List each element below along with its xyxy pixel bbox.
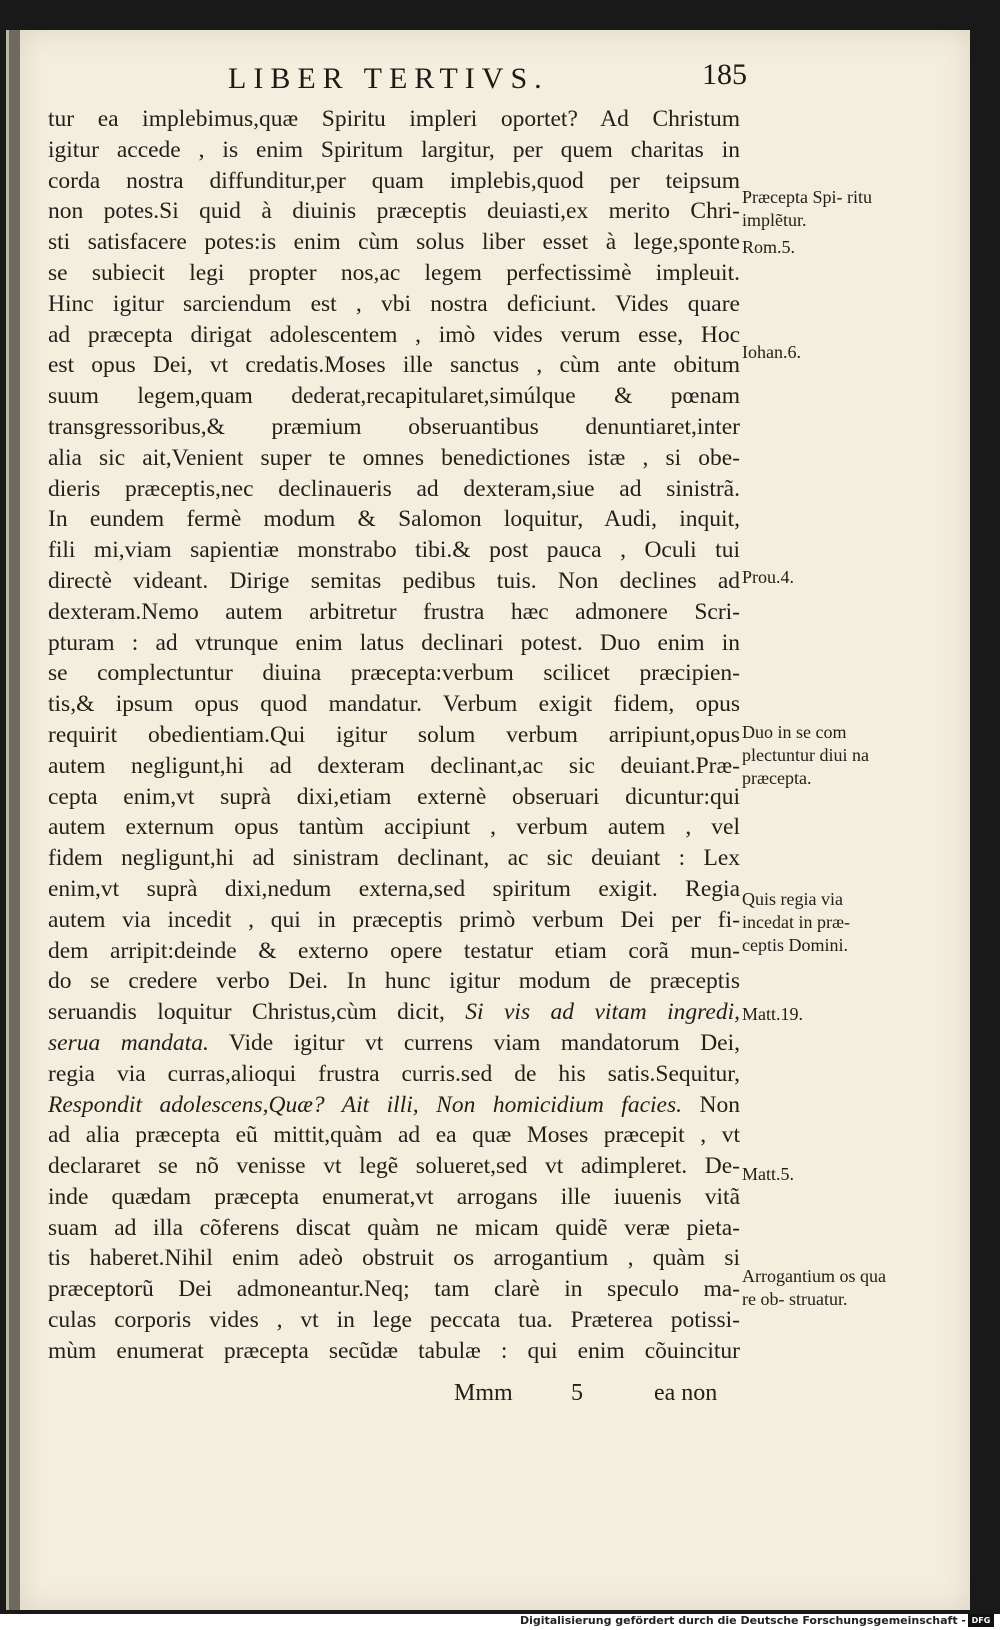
page-edge (6, 30, 9, 1610)
text-line: tur ea implebimus,quæ Spiritu impleri oportet? Ad Christum (48, 106, 740, 132)
text-line: culas corporis vides , vt in lege peccata tua. Præterea potissi- (48, 1307, 740, 1334)
text-line: dieris præceptis,nec declinaueris ad dexteram,siue ad sinistrã. (48, 475, 740, 502)
margin-note-prou: Prou.4. (742, 567, 795, 587)
text-line: autem externum opus tantùm accipiunt , verbum autem , vel (48, 814, 740, 841)
text-line: alia sic ait,Venient super te omnes benedictiones istæ , si obe- (48, 444, 740, 471)
text-line: præceptorũ Dei admoneantur.Neq; tam clarè in speculo ma- (48, 1276, 740, 1303)
italic-quote: serua mandata. (48, 1029, 209, 1056)
margin-note-iohan: Iohan.6. (742, 342, 801, 362)
text-line-mixed (48, 1028, 740, 1059)
text-line: autem via incedit , qui in præceptis primò verbum Dei per fi- (48, 906, 740, 933)
text-line: ad alia præcepta eũ mittit,quàm ad ea quæ Moses præcepit , vt (48, 1122, 740, 1149)
signature-mark: Mmm (454, 1380, 513, 1406)
text-line: do se credere verbo Dei. In hunc igitur modum de præceptis (48, 968, 740, 995)
text-line: se complectuntur diuina præcepta:verbum scilicet præcipien- (48, 660, 740, 687)
text-line: corda nostra diffunditur,per quam implebis,quod per teipsum (48, 167, 740, 194)
margin-note-arrogantium: Arrogantium os qua re ob- struatur. (742, 1266, 886, 1309)
margin-note-matt19: Matt.19. (742, 1004, 803, 1024)
text-line: cepta enim,vt suprà dixi,etiam externè obseruari dicuntur:qui (48, 783, 740, 810)
text-line: suam ad illa cõferens discat quàm ne micam quidẽ veræ pieta- (48, 1214, 740, 1241)
text-line: est opus Dei, vt credatis.Moses ille sanctus , cùm ante obitum (48, 352, 740, 379)
text-line: fili mi,viam sapientiæ monstrabo tibi.& post pauca , Oculi tui (48, 537, 740, 564)
italic-quote: Si vis ad vitam ingredi, (465, 999, 740, 1026)
text-line: In eundem fermè modum & Salomon loquitur, Audi, inquit, (48, 506, 740, 533)
text-line: autem negligunt,hi ad dexteram declinant,ac sic deuiant.Præ- (48, 752, 740, 779)
text-line: enim,vt suprà dixi,nedum externa,sed spiritum exigit. Regia (48, 875, 740, 902)
text-line: ad præcepta dirigat adolescentem , imò vides verum esse, Hoc (48, 321, 740, 348)
text-segment: seruandis loquitur Christus,cùm dicit, (48, 999, 445, 1026)
dfg-logo: DFG (968, 1614, 994, 1627)
text-segment: Non (682, 1091, 740, 1118)
text-line-mixed (48, 1090, 740, 1121)
italic-quote: Respondit adolescens,Quæ? Ait illi, Non homicidium facies. (48, 1091, 682, 1118)
page-number: 185 (702, 58, 747, 91)
text-line: non potes.Si quid à diuinis præceptis deuiasti,ex merito Chri- (48, 198, 740, 225)
text-line: dem arripit:deinde & externo opere testatur etiam corã mun- (48, 937, 740, 964)
text-line: se subiecit legi propter nos,ac legem perfectissimè impleuit. (48, 259, 740, 286)
running-head: LIBER TERTIVS. (228, 62, 549, 95)
text-line-mixed (48, 997, 740, 1028)
text-line: regia via curras,alioqui frustra curris.sed de his satis.Sequitur, (48, 1060, 740, 1087)
margin-note-quis: Quis regia via incedat in præ- ceptis Domini. (742, 889, 850, 955)
signature-number: 5 (571, 1380, 583, 1406)
text-line: inde quædam præcepta enumerat,vt arrogans ille iuuenis vitã (48, 1183, 740, 1210)
text-segment: Vide igitur vt currens viam mandatorum Dei, (208, 1029, 740, 1056)
text-line: transgressoribus,& præmium obseruantibus denuntiaret,inter (48, 413, 740, 440)
text-line: mùm enumerat præcepta secũdæ tabulæ : qui enim cõuincitur (48, 1337, 740, 1364)
text-line: dexteram.Nemo autem arbitretur frustra hæc admonere Scri- (48, 598, 740, 625)
text-line: requirit obedientiam.Qui igitur solum verbum arripiunt,opus (48, 721, 740, 748)
margin-note-rom: Rom.5. (742, 237, 796, 257)
text-line: sti satisfacere potes:is enim cùm solus liber esset à lege,sponte (48, 229, 740, 256)
catchword: ea non (654, 1380, 718, 1406)
text-line: tis,& ipsum opus quod mandatur. Verbum exigit fidem, opus (48, 691, 740, 718)
text-line: pturam : ad vtrunque enim latus declinari potest. Duo enim in (48, 629, 740, 656)
margin-note-duo: Duo in se com plectuntur diui na præcepta. (742, 722, 869, 788)
text-line: fidem negligunt,hi ad sinistram declinant, ac sic deuiant : Lex (48, 845, 740, 872)
main-text-block (48, 104, 740, 1367)
text-line: directè videant. Dirige semitas pedibus tuis. Non declines ad (48, 567, 740, 594)
text-line: Hinc igitur sarciendum est , vbi nostra deficiunt. Vides quare (48, 290, 740, 317)
margin-note-praecepta: Præcepta Spi- ritu implẽtur. (742, 187, 872, 230)
text-line: igitur accede , is enim Spiritum largitur, per quem charitas in (48, 136, 740, 163)
text-line: tis haberet.Nihil enim adeò obstruit os arrogantium , quàm si (48, 1245, 740, 1272)
margin-note-matt5: Matt.5. (742, 1164, 794, 1184)
text-line: suum legem,quam dederat,recapitularet,simúlque & pœnam (48, 383, 740, 410)
digitization-credit: Digitalisierung gefördert durch die Deutsche Forschungsgemeinschaft - (519, 1614, 966, 1627)
text-line: declararet se nõ venisse vt legẽ solueret,sed vt adimpleret. De- (48, 1153, 740, 1180)
